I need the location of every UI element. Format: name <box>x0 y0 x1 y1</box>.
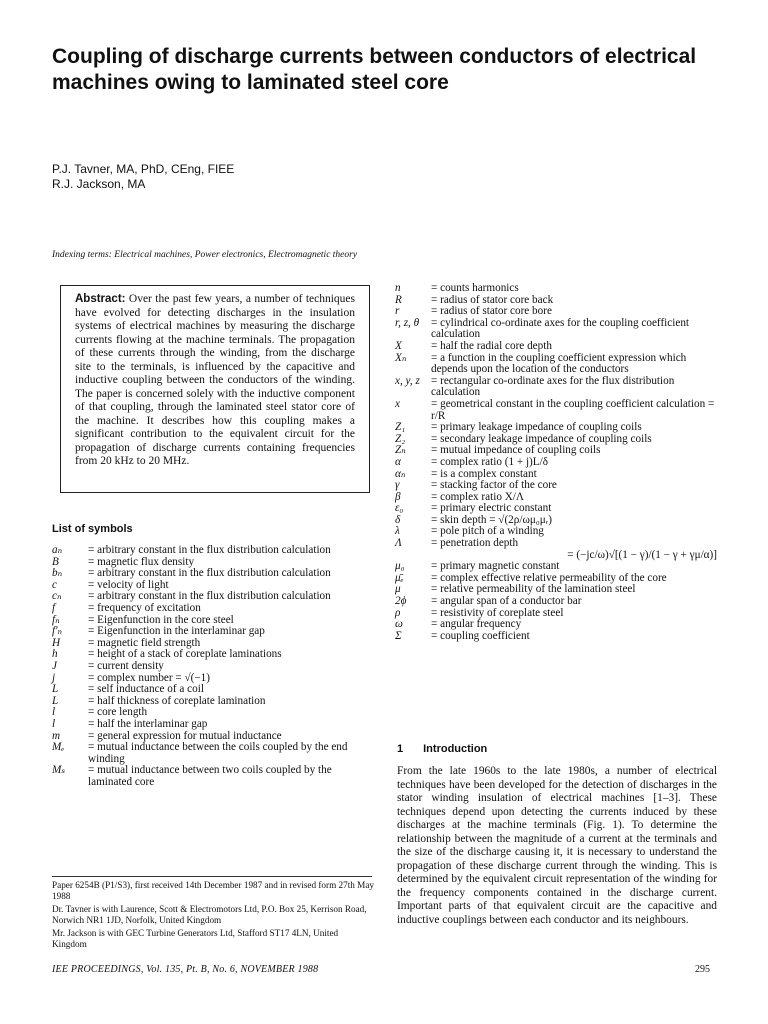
abstract-paragraph <box>75 293 355 469</box>
list-of-symbols-heading: List of symbols <box>52 523 133 535</box>
footnote-author-2: Mr. Jackson is with GEC Turbine Generators Ltd, Stafford ST17 4LN, United Kingdom <box>52 928 339 949</box>
symbol: f′ₙ <box>52 625 63 638</box>
symbol-row <box>52 765 374 788</box>
abstract-box <box>60 285 370 493</box>
symbol-definition: = mutual inductance between the coils coupled by the end winding <box>88 741 348 765</box>
symbol-definition: = magnetic flux density <box>88 555 195 568</box>
abstract-label: Abstract: <box>75 293 126 305</box>
symbol: μ₀ <box>395 560 405 573</box>
symbol-definition: = counts harmonics <box>431 282 519 294</box>
symbol: αₙ <box>395 467 406 480</box>
symbol-definition: = primary leakage impedance of coupling coils <box>431 421 642 434</box>
symbol-definition: = current density <box>88 659 164 672</box>
symbol-definition: = angular span of a conductor bar <box>431 595 582 608</box>
symbol: x, y, z <box>395 374 420 387</box>
symbol-definition: = mutual impedance of coupling coils <box>431 444 601 457</box>
section-number: 1 <box>397 743 404 755</box>
symbol: c <box>52 578 57 591</box>
symbol-row <box>395 399 717 422</box>
introduction-paragraph: From the late 1960s to the late 1980s, a number of electrical techniques have been developed for the detection of discharges in the stator winding insulation of electrical machines [1–3]. These techniques depend upon detecting the currents induced by these discharges at the machine terminals (Fig. 1). To determine the relationship between the magnitude of a current at the terminals and the size of the discharge causing it, it is necessary to understand the propagation of these discharge current through the winding. This is determined by the equivalent circuit representation of the winding for the frequency components contained in the discharge current. Important parts of that equivalent circuit are the capacitive and inductive couplings between each conductor and its neighbours. <box>397 765 717 926</box>
symbol-definition: = secondary leakage impedance of coupling coils <box>431 432 652 445</box>
symbol: Zₙ <box>395 444 406 457</box>
symbol-row <box>52 661 374 673</box>
symbol: m <box>52 729 61 742</box>
symbol-definition: = stacking factor of the core <box>431 479 557 492</box>
symbol-definition: = penetration depth <box>431 537 519 550</box>
symbol: R <box>395 293 402 306</box>
symbol-row <box>395 457 717 469</box>
indexing-terms: Indexing terms: Electrical machines, Power electronics, Electromagnetic theory <box>52 250 358 260</box>
symbol: B <box>52 555 59 568</box>
symbol-row <box>395 596 717 608</box>
symbol-definition: = complex ratio (1 + j)L/δ <box>431 455 548 468</box>
symbol-row <box>395 422 717 434</box>
symbol: bₙ <box>52 567 63 580</box>
symbol-row <box>52 684 374 696</box>
symbol-definition: = primary electric constant <box>431 502 552 515</box>
symbol-definition: = half thickness of coreplate lamination <box>88 694 266 707</box>
symbol: ε₀ <box>395 502 404 515</box>
symbol-row <box>395 353 717 376</box>
symbol-definition: = a function in the coupling coefficient expression which depends upon the location of the conductors <box>431 351 687 376</box>
symbol: α <box>395 455 401 468</box>
symbol-row <box>395 318 717 341</box>
symbol: aₙ <box>52 544 63 556</box>
symbol-row <box>52 742 374 765</box>
symbol-row <box>395 538 717 550</box>
symbol: x <box>395 397 400 410</box>
footnote-received: Paper 6254B (P1/S3), first received 14th December 1987 and in revised form 27th May 1988 <box>52 880 374 901</box>
symbol-definition: = pole pitch of a winding <box>431 525 544 538</box>
symbol-definition: = rectangular co-ordinate axes for the flux distribution calculation <box>431 374 675 399</box>
symbol-definition: = core length <box>88 706 148 719</box>
symbol: μ̄ₑ <box>395 571 404 584</box>
symbol-definition: = general expression for mutual inductance <box>88 729 282 742</box>
abstract-body: Over the past few years, a number of techniques have evolved for detecting discharges in the insulation systems of electrical machines by measuring the discharge currents flowing at the machine terminals. The propagation of these currents through the winding, from the discharge site to the terminals, is influenced by the capacitive and inductive coupling between the conductors of the winding. The paper is concerned solely with the inductive component of that coupling, through the laminated steel stator core of the machine. It describes how this coupling makes a significant contribution to the equivalent circuit for the propagation of discharge currents containing frequencies from 20 kHz to 20 MHz. <box>75 293 356 467</box>
symbol-definition: = radius of stator core bore <box>431 305 552 318</box>
symbol: H <box>52 636 61 649</box>
symbol-row <box>52 626 374 638</box>
symbol: h <box>52 648 58 661</box>
symbol-row <box>52 603 374 615</box>
journal-footer: IEE PROCEEDINGS, Vol. 135, Pt. B, No. 6, NOVEMBER 1988 <box>52 964 319 975</box>
symbol: Mₑ <box>52 741 65 754</box>
symbol-definition: = velocity of light <box>88 578 169 591</box>
symbol: Z₁ <box>395 421 406 434</box>
symbol: l <box>52 717 56 730</box>
symbol-definition: = mutual inductance between two coils coupled by the laminated core <box>88 764 332 788</box>
symbol-definition: = radius of stator core back <box>431 293 554 306</box>
footnote-divider <box>52 876 372 877</box>
symbol: ω <box>395 618 403 631</box>
symbol: Λ <box>395 537 402 550</box>
footnote-author-1: Dr. Tavner is with Laurence, Scott & Electromotors Ltd, P.O. Box 25, Kerrison Road, Norwich NR1 1JD, Norfolk, United Kingdom <box>52 904 367 925</box>
symbol: Mₛ <box>52 764 66 777</box>
symbol-definition: = complex ratio X/Λ <box>431 490 525 503</box>
symbol: L <box>52 683 59 696</box>
symbol-definition: = height of a stack of coreplate laminations <box>88 648 282 661</box>
symbol-row <box>395 341 717 353</box>
symbol-definition: = skin depth = √(2ρ/ωμ₀μᵣ) <box>431 513 553 526</box>
symbol: L <box>52 694 59 707</box>
symbol: γ <box>395 479 400 492</box>
symbol: δ <box>395 513 401 526</box>
symbol: J <box>52 659 57 672</box>
symbol: r, z, θ <box>395 316 420 329</box>
symbol-definition: = Eigenfunction in the core steel <box>88 613 234 626</box>
author-list <box>52 162 234 192</box>
symbol: r <box>395 305 400 318</box>
symbol-row <box>395 480 717 492</box>
symbol-definition: = is a complex constant <box>431 467 537 480</box>
symbol: ρ <box>395 606 401 619</box>
symbol: j <box>52 671 56 684</box>
symbol: l <box>52 706 56 719</box>
symbol-row <box>395 376 717 399</box>
symbol-row <box>395 631 717 643</box>
symbol-definition: = coupling coefficient <box>431 629 530 642</box>
symbol: λ <box>395 525 400 538</box>
symbol-definition: = geometrical constant in the coupling coefficient calculation = r/R <box>431 397 715 422</box>
symbol: Xₙ <box>395 351 407 364</box>
paper-title: Coupling of discharge currents between conductors of electrical machines owing to laminated steel core <box>52 45 697 94</box>
symbol: cₙ <box>52 590 62 603</box>
symbol: X <box>395 339 402 352</box>
symbol: β <box>395 490 401 503</box>
author-2: R.J. Jackson, MA <box>52 177 146 191</box>
symbol-definition: = arbitrary constant in the flux distribution calculation <box>88 590 331 603</box>
symbol-definition: = half the interlaminar gap <box>88 717 208 730</box>
symbol-definition: = magnetic field strength <box>88 636 201 649</box>
symbol: μ <box>395 583 401 596</box>
symbol-definition: = (−jc/ω)√[(1 − γ)/(1 − γ + γμ/α)] <box>567 548 717 561</box>
symbol-definition: = frequency of excitation <box>88 601 201 614</box>
symbol: n <box>395 282 401 294</box>
symbols-list-right <box>395 283 717 642</box>
symbol-definition: = relative permeability of the lamination steel <box>431 583 636 596</box>
symbol: Σ <box>395 629 402 642</box>
footnotes <box>52 880 374 952</box>
symbol-row <box>395 283 717 295</box>
author-1: P.J. Tavner, MA, PhD, CEng, FIEE <box>52 162 235 176</box>
symbol-definition: = arbitrary constant in the flux distribution calculation <box>88 544 331 556</box>
symbol-definition: = complex number = √(−1) <box>88 671 210 684</box>
symbol-definition: = complex effective relative permeability of the core <box>431 571 667 584</box>
symbol-definition: = half the radial core depth <box>431 339 552 352</box>
symbol-row <box>52 719 374 731</box>
symbol-definition: = resistivity of coreplate steel <box>431 606 564 619</box>
page-number: 295 <box>695 964 710 975</box>
symbol-definition: = Eigenfunction in the interlaminar gap <box>88 625 265 638</box>
symbol-row <box>52 545 374 557</box>
symbol-definition: = cylindrical co-ordinate axes for the coupling coefficient calculation <box>431 316 690 341</box>
symbol: f <box>52 601 56 614</box>
symbol: Z₂ <box>395 432 406 445</box>
symbol-definition: = angular frequency <box>431 618 522 631</box>
symbols-list-left <box>52 545 374 788</box>
symbol-definition: = primary magnetic constant <box>431 560 560 573</box>
symbol-definition: = self inductance of a coil <box>88 683 204 696</box>
section-title: Introduction <box>423 743 488 755</box>
symbol-definition: = arbitrary constant in the flux distribution calculation <box>88 567 331 580</box>
symbol: fₙ <box>52 613 60 626</box>
symbol: 2ϕ <box>395 595 407 608</box>
introduction-heading <box>397 743 487 755</box>
